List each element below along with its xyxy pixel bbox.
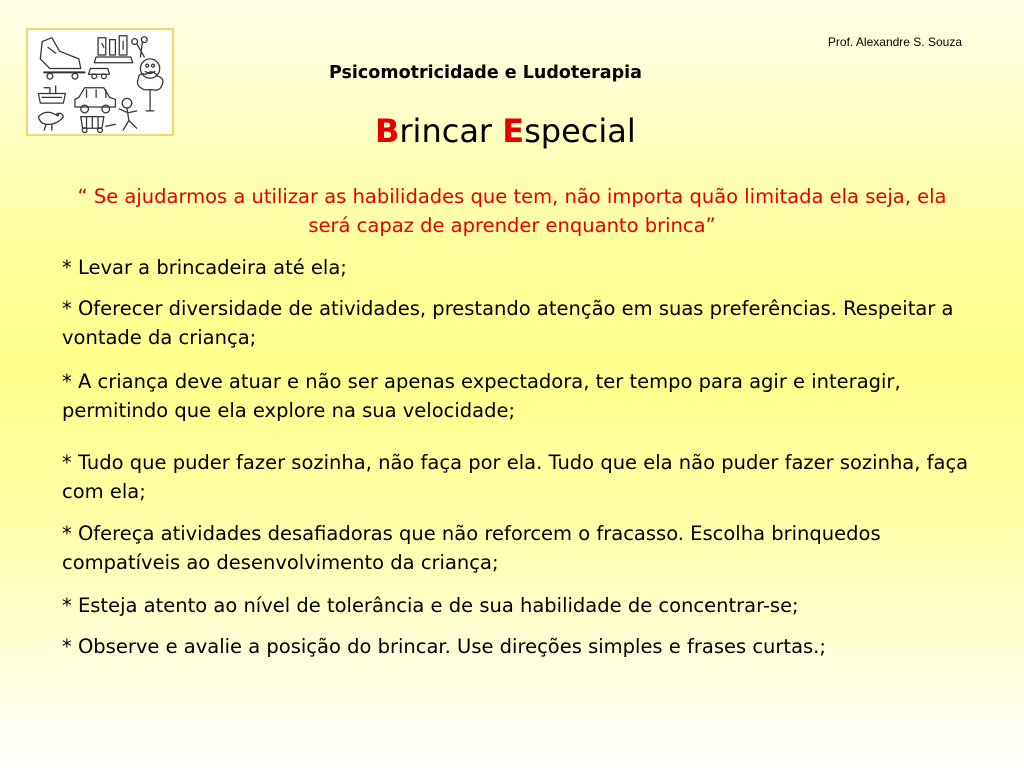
title-initial-b: B xyxy=(375,112,400,150)
quote-text: “ Se ajudarmos a utilizar as habilidades que tem, não importa quão limitada ela seja, ela será capaz de aprender enquanto brinca” xyxy=(77,185,947,237)
toy-blocks-icon xyxy=(94,36,133,63)
shoe-icon xyxy=(40,38,84,79)
wagon-icon xyxy=(81,117,104,133)
list-item: * Observe e avalie a posição do brincar. Use direções simples e frases curtas.; xyxy=(62,635,826,658)
train-icon xyxy=(38,86,65,103)
course-title: Psicomotricidade e Ludoterapia xyxy=(329,63,642,83)
title-word-rincar: rincar xyxy=(399,112,493,150)
child-icon xyxy=(106,98,137,130)
logo-illustration xyxy=(26,28,174,136)
title-word-special: special xyxy=(524,112,636,150)
list-item: * A criança deve atuar e não ser apenas expectadora, ter tempo para agir e interagir, permitindo que ela explore na sua velocidade; xyxy=(62,370,901,422)
title-initial-e: E xyxy=(502,112,525,150)
car-icon xyxy=(75,88,115,113)
list-item: * Levar a brincadeira até ela; xyxy=(62,256,347,279)
bird-icon xyxy=(38,112,63,130)
list-item: * Ofereça atividades desafiadoras que não reforcem o fracasso. Escolha brinquedos compatíveis ao desenvolvimento da criança; xyxy=(62,522,881,574)
slide-title xyxy=(375,111,636,151)
list-item: * Esteja atento ao nível de tolerância e de sua habilidade de concentrar-se; xyxy=(62,594,799,617)
author-name: Prof. Alexandre S. Souza xyxy=(827,35,962,49)
toys-drawing xyxy=(28,30,172,134)
list-item: * Oferecer diversidade de atividades, prestando atenção em suas preferências. Respeitar a vontade da criança; xyxy=(62,297,954,349)
toy-car-icon xyxy=(88,69,109,79)
list-item: * Tudo que puder fazer sozinha, não faça por ela. Tudo que ela não puder fazer sozinha, faça com ela; xyxy=(62,451,969,503)
flower-icon xyxy=(132,37,160,78)
